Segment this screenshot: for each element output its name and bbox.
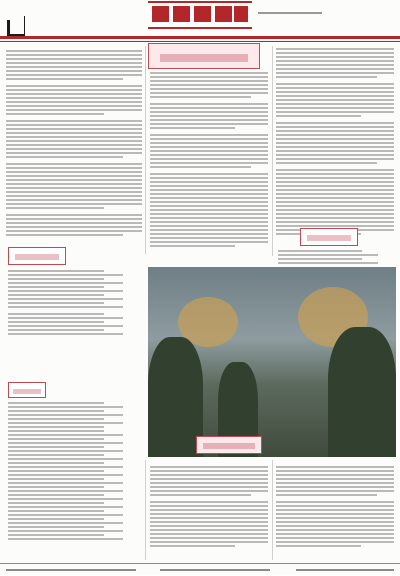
poem-text-right (278, 250, 394, 266)
poem-text-2 (8, 402, 142, 542)
article-text-right (276, 48, 394, 237)
article-text-bottom-right (276, 466, 394, 549)
page-footer (0, 563, 400, 576)
column-divider (145, 46, 146, 254)
column-divider (272, 460, 273, 560)
bottom-center-heading-box (196, 436, 262, 454)
article-text-bottom-middle (150, 466, 268, 549)
paper-logo (148, 1, 252, 29)
poem-text (8, 270, 142, 337)
article-text-middle (150, 72, 268, 249)
masthead-tagline (258, 12, 322, 14)
section-heading-2 (8, 382, 46, 398)
masthead-rule (0, 36, 400, 39)
landscape-photo (148, 267, 396, 457)
banner-headline (148, 43, 260, 69)
article-text (6, 50, 142, 238)
masthead-rule-thin (0, 41, 400, 42)
right-section-heading (300, 228, 358, 246)
masthead (0, 0, 400, 40)
section-heading (8, 247, 66, 265)
column-divider (272, 46, 273, 256)
column-divider (145, 460, 146, 560)
